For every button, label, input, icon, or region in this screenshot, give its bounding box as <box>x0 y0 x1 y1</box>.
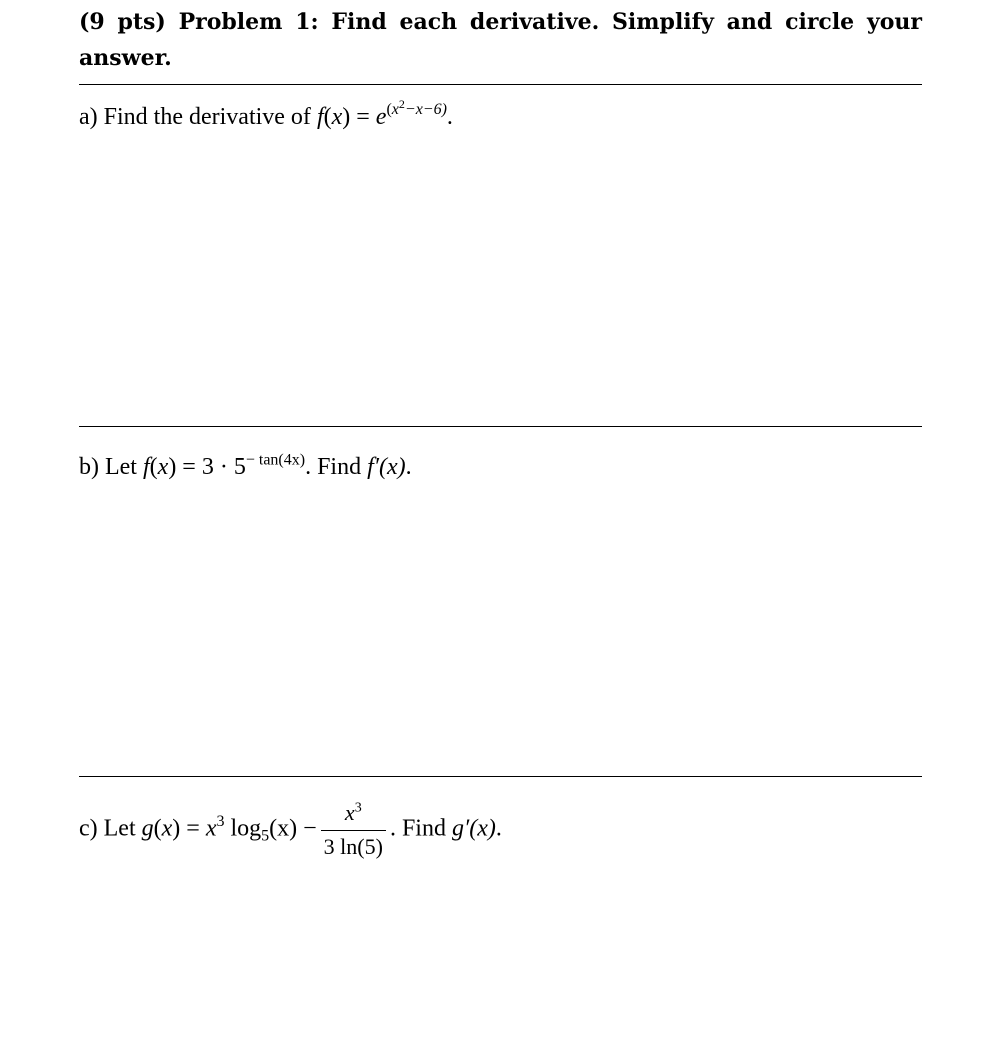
fraction-denominator: 3 ln(5) <box>321 830 386 860</box>
fraction-numerator: $x^3$ <box>344 800 362 825</box>
part-b-exponent: − tan(4x) <box>245 451 306 469</box>
section-divider-b <box>79 426 922 427</box>
part-b-question: b) Let $f(x) = 3 \cdot 5^{- tan(4x)}$. Find f′(x). <box>79 451 412 480</box>
part-c-question: c) Let $g(x) = x^3$ $\log_5(x)$ − $\frac{x^3}{3 \ln(5)}$ . Find g′(x). <box>79 800 502 859</box>
problem-title: (9 pts) Problem 1: Find each derivative. Simplify and circle your answer. <box>79 9 922 71</box>
part-a-label: a) Find the derivative of <box>79 104 317 130</box>
part-a-base: e <box>375 104 387 130</box>
part-c-fraction <box>321 800 386 860</box>
part-a-exponent: (x2−x−6) <box>386 97 447 119</box>
part-a-question: a) Find the derivative of $f(x) = e^{(x^2-x-6)}$. <box>79 97 453 130</box>
section-divider-a <box>79 84 922 85</box>
part-a-func: f <box>316 104 324 130</box>
part-c-label: c) Let <box>79 815 142 842</box>
part-b-derivative: f′(x) <box>367 454 406 480</box>
part-c-derivative: g′(x) <box>451 815 496 842</box>
part-b-label: b) Let <box>79 454 143 480</box>
section-divider-c <box>79 776 922 777</box>
